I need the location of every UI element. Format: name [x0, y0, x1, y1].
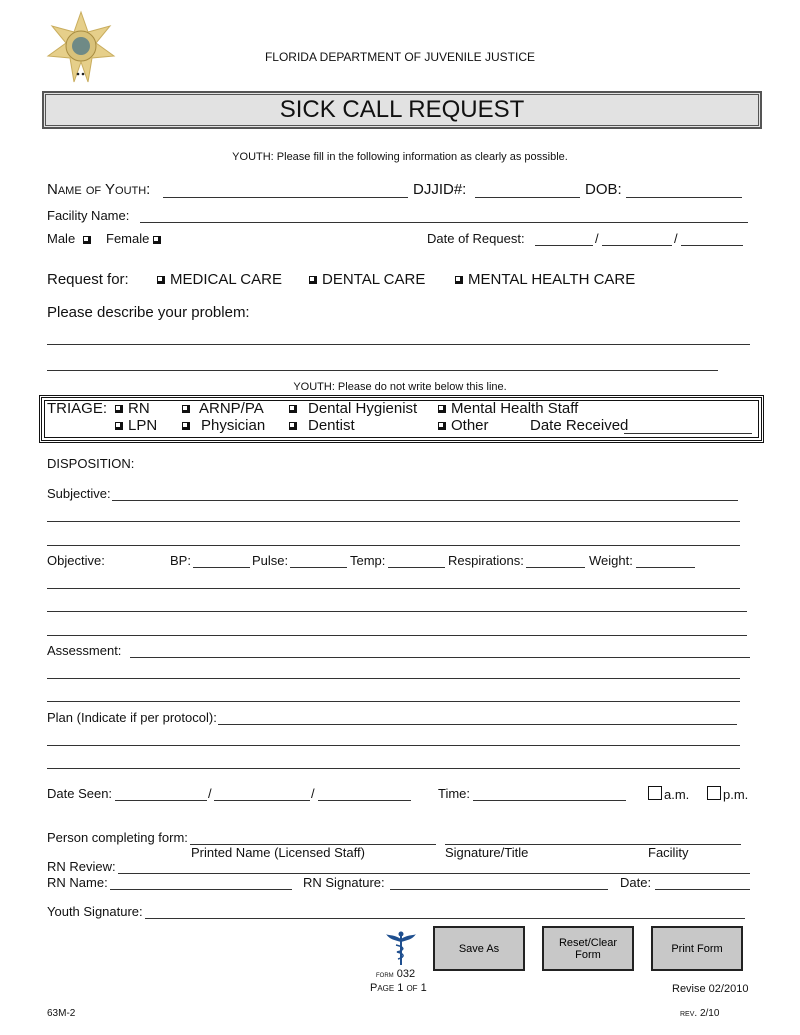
pm-label: p.m.: [723, 787, 749, 802]
option-label: Physician: [201, 417, 266, 434]
temp-input[interactable]: [388, 553, 445, 568]
option-label: MEDICAL CARE: [170, 271, 282, 288]
triage-arnp[interactable]: [182, 401, 264, 417]
option-label: LPN: [128, 417, 158, 434]
date-received-input[interactable]: [624, 419, 752, 434]
seen-month-input[interactable]: [115, 786, 207, 801]
form-title: SICK CALL REQUEST: [42, 91, 762, 129]
facility-caption: Facility: [648, 845, 689, 860]
signature-title-input[interactable]: [445, 830, 741, 845]
triage-rn[interactable]: [115, 401, 150, 417]
respirations-label: Respirations:: [448, 553, 524, 568]
checkbox-icon: [648, 786, 662, 800]
describe-label: Please describe your problem:: [47, 304, 250, 321]
checkbox-icon: [115, 422, 123, 430]
temp-label: Temp:: [350, 553, 386, 568]
am-label: a.m.: [664, 787, 690, 802]
triage-dental-hygienist[interactable]: [289, 401, 417, 417]
rn-review-input[interactable]: [118, 859, 750, 874]
subjective-line-3[interactable]: [47, 531, 740, 546]
djj-seal-logo: [42, 10, 120, 86]
male-checkbox[interactable]: [47, 231, 96, 247]
rn-date-input[interactable]: [655, 875, 750, 890]
person-completing-label: Person completing form:: [47, 830, 188, 845]
checkbox-icon: [153, 236, 161, 244]
rev-date: rev. 2/10: [680, 1008, 720, 1019]
dob-input[interactable]: [626, 183, 742, 198]
rn-name-label: RN Name:: [47, 875, 108, 890]
youth-signature-label: Youth Signature:: [47, 904, 143, 919]
date-request-label: Date of Request:: [427, 231, 525, 246]
djjid-label: DJJID#:: [413, 181, 467, 198]
date-received-label: Date Received: [530, 417, 629, 434]
date-separator: /: [674, 231, 678, 246]
option-label: ARNP/PA: [199, 400, 264, 417]
checkbox-icon: [455, 276, 463, 284]
printed-name-input[interactable]: [190, 830, 436, 845]
assessment-label: Assessment:: [47, 643, 122, 658]
subjective-input[interactable]: [112, 486, 738, 501]
checkbox-icon: [289, 405, 297, 413]
seen-year-input[interactable]: [318, 786, 411, 801]
assessment-line-3[interactable]: [47, 687, 740, 702]
date-separator: /: [208, 786, 212, 801]
date-seen-label: Date Seen:: [47, 786, 113, 801]
male-label: Male: [47, 231, 76, 246]
reset-clear-form-button[interactable]: Reset/Clear Form: [542, 926, 634, 971]
objective-line-2[interactable]: [47, 574, 740, 589]
triage-physician[interactable]: [182, 418, 265, 434]
rn-signature-label: RN Signature:: [303, 875, 385, 890]
option-label: Other: [451, 417, 489, 434]
objective-line-3[interactable]: [47, 597, 747, 612]
option-label: Dental Hygienist: [308, 400, 418, 417]
date-separator: /: [311, 786, 315, 801]
youth-instruction: YOUTH: Please fill in the following information as clearly as possible.: [232, 151, 568, 163]
rn-review-label: RN Review:: [47, 859, 116, 874]
seen-day-input[interactable]: [214, 786, 310, 801]
checkbox-icon: [182, 405, 190, 413]
plan-line-2[interactable]: [47, 731, 740, 746]
checkbox-icon: [309, 276, 317, 284]
revise-date: Revise 02/2010: [672, 983, 749, 995]
triage-dentist[interactable]: [289, 418, 355, 434]
youth-signature-input[interactable]: [145, 904, 745, 919]
save-as-button[interactable]: Save As: [433, 926, 525, 971]
checkbox-icon: [289, 422, 297, 430]
female-label: Female: [106, 231, 150, 246]
triage-lpn[interactable]: [115, 418, 157, 434]
time-label: Time:: [438, 786, 471, 801]
request-year-input[interactable]: [681, 231, 743, 246]
pulse-label: Pulse:: [252, 553, 289, 568]
triage-label: TRIAGE:: [47, 400, 108, 417]
checkbox-icon: [83, 236, 91, 244]
plan-input[interactable]: [218, 710, 737, 725]
subjective-label: Subjective:: [47, 486, 111, 501]
date-label: Date:: [620, 875, 652, 890]
checkbox-icon: [157, 276, 165, 284]
rn-name-input[interactable]: [110, 875, 292, 890]
djjid-input[interactable]: [475, 183, 580, 198]
time-input[interactable]: [473, 786, 626, 801]
name-label: Name of Youth:: [47, 181, 151, 198]
rn-signature-input[interactable]: [390, 875, 608, 890]
triage-other[interactable]: [438, 418, 489, 434]
bp-label: BP:: [170, 553, 191, 568]
printed-name-caption: Printed Name (Licensed Staff): [191, 845, 365, 860]
signature-caption: Signature/Title: [445, 845, 529, 860]
dob-label: DOB:: [585, 181, 622, 198]
facility-label: Facility Name:: [47, 208, 130, 223]
caduceus-icon: [385, 930, 417, 966]
option-label: RN: [128, 400, 150, 417]
checkbox-icon: [182, 422, 190, 430]
option-label: Dentist: [308, 417, 355, 434]
plan-label: Plan (Indicate if per protocol):: [47, 710, 217, 725]
objective-label: Objective:: [47, 553, 105, 568]
checkbox-icon: [115, 405, 123, 413]
checkbox-icon: [707, 786, 721, 800]
checkbox-icon: [438, 405, 446, 413]
pm-checkbox[interactable]: [707, 786, 748, 803]
page-number: Page 1 of 1: [370, 982, 427, 994]
weight-label: Weight:: [589, 553, 633, 568]
facility-input[interactable]: [140, 208, 748, 223]
am-checkbox[interactable]: [648, 786, 689, 803]
bp-input[interactable]: [193, 553, 250, 568]
form-number: form 032: [376, 968, 416, 980]
assessment-input[interactable]: [130, 643, 750, 658]
youth-name-input[interactable]: [163, 183, 408, 198]
medical-care-checkbox[interactable]: [157, 272, 282, 288]
option-label: DENTAL CARE: [322, 271, 426, 288]
print-form-button[interactable]: Print Form: [651, 926, 743, 971]
problem-line-2[interactable]: [47, 356, 718, 371]
request-month-input[interactable]: [535, 231, 593, 246]
triage-mental-health[interactable]: [438, 401, 578, 417]
agency-name: FLORIDA DEPARTMENT OF JUVENILE JUSTICE: [264, 50, 536, 64]
stop-instruction: YOUTH: Please do not write below this line.: [293, 381, 507, 393]
checkbox-icon: [438, 422, 446, 430]
female-checkbox[interactable]: [106, 231, 166, 247]
mental-health-checkbox[interactable]: [455, 272, 635, 288]
request-for-label: Request for:: [47, 271, 129, 288]
weight-input[interactable]: [636, 553, 695, 568]
option-label: Mental Health Staff: [451, 400, 579, 417]
form-code: 63M-2: [47, 1008, 76, 1019]
pulse-input[interactable]: [290, 553, 347, 568]
option-label: MENTAL HEALTH CARE: [468, 271, 636, 288]
request-day-input[interactable]: [602, 231, 672, 246]
plan-line-3[interactable]: [47, 754, 740, 769]
date-separator: /: [595, 231, 599, 246]
problem-line-1[interactable]: [47, 330, 750, 345]
respirations-input[interactable]: [526, 553, 585, 568]
subjective-line-2[interactable]: [47, 507, 740, 522]
assessment-line-2[interactable]: [47, 664, 740, 679]
objective-line-4[interactable]: [47, 621, 747, 636]
disposition-label: DISPOSITION:: [47, 456, 135, 471]
dental-care-checkbox[interactable]: [309, 272, 425, 288]
